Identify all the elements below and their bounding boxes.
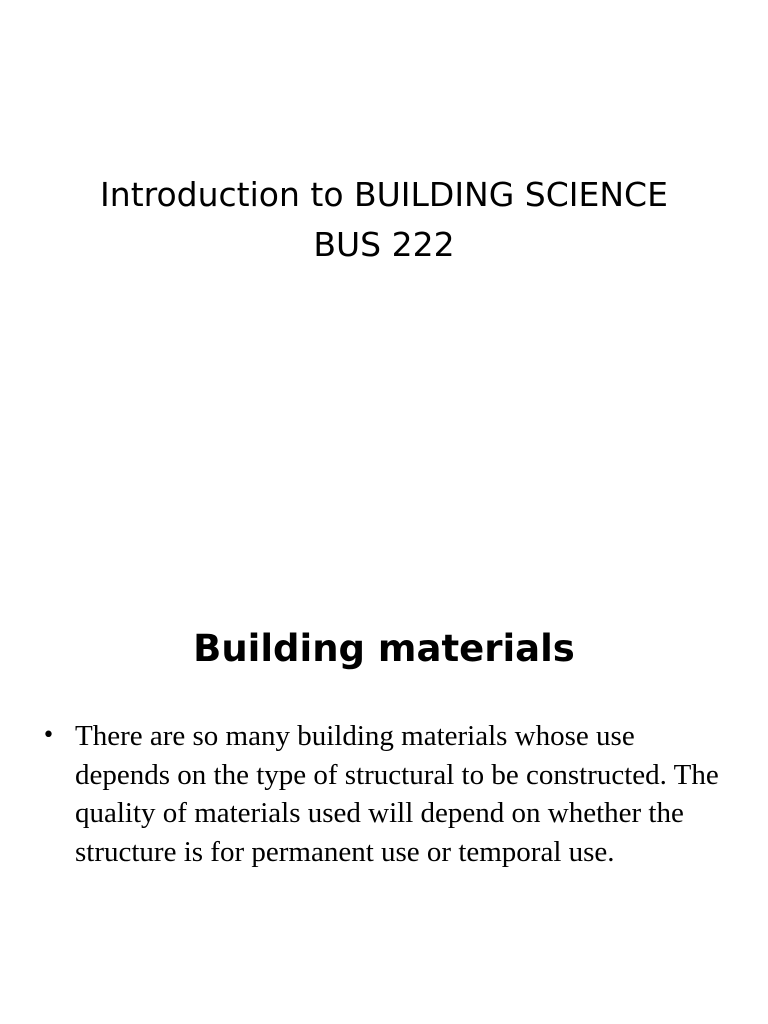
bullet-item — [40, 717, 720, 871]
title-line-course-code: BUS 222 — [313, 225, 455, 264]
bullet-list — [40, 717, 720, 871]
slide-title-heading — [0, 170, 768, 270]
title-line-main: Introduction to BUILDING SCIENCE — [100, 175, 668, 214]
slide-building-materials — [0, 512, 768, 1024]
bullet-dot-icon: • — [42, 723, 55, 748]
slide-heading: Building materials — [193, 627, 575, 670]
bullet-text: There are so many building materials whose use depends on the type of structural to be constructed. The quality of materials used will depend on whether the structure is for permanent use or temporal use. — [75, 720, 719, 868]
